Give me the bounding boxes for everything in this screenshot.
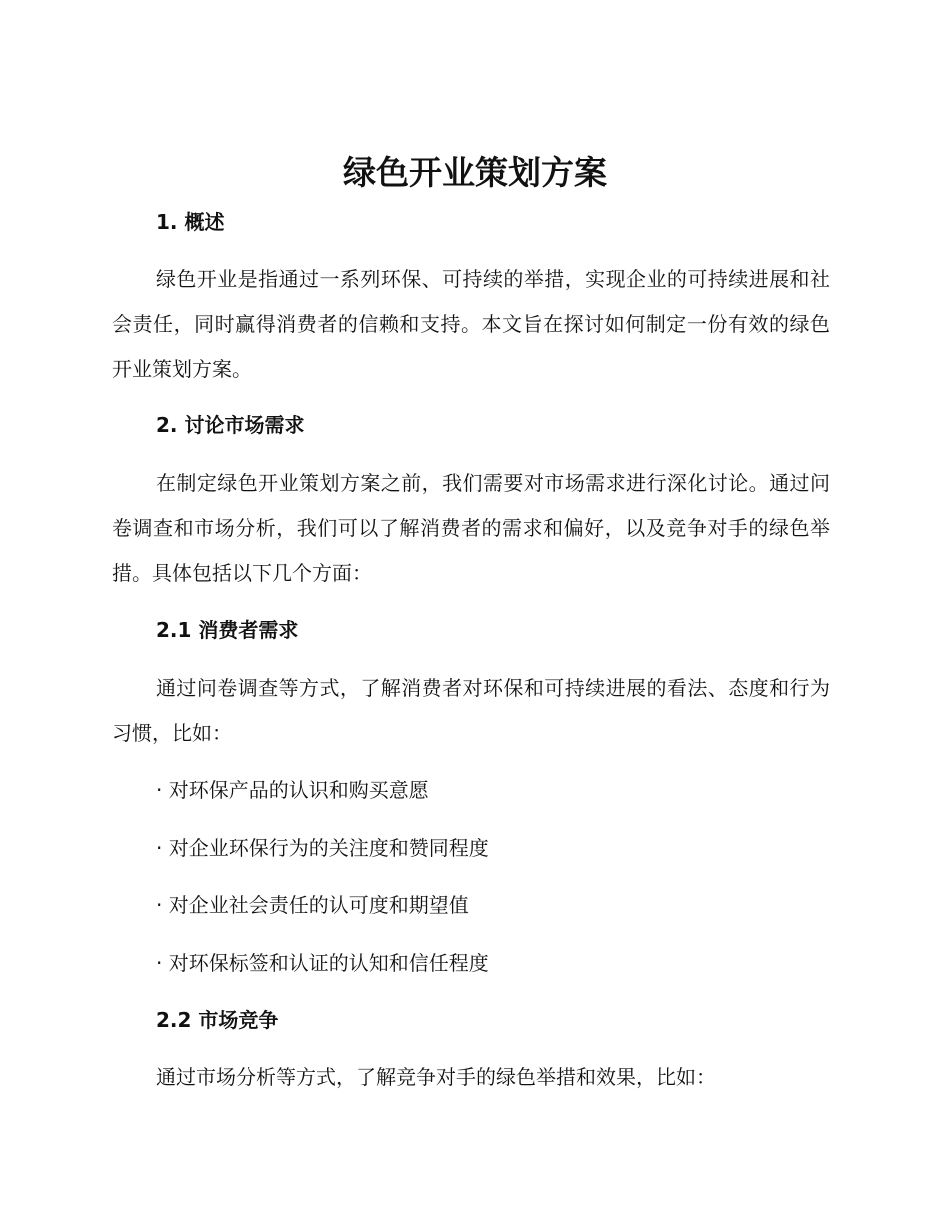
paragraph-market-demand: 在制定绿色开业策划方案之前，我们需要对市场需求进行深化讨论。通过问卷调查和市场分析，我们可以了解消费者的需求和偏好，以及竞争对手的绿色举措。具体包括以下几个方面： <box>112 471 830 585</box>
list-item: · 对企业环保行为的关注度和赞同程度 <box>156 836 489 860</box>
paragraph-market-competition: 通过市场分析等方式，了解竞争对手的绿色举措和效果，比如： <box>156 1065 716 1089</box>
paragraph-consumer-demand: 通过问卷调查等方式，了解消费者对环保和可持续进展的看法、态度和行为习惯，比如： <box>112 676 830 745</box>
document-title: 绿色开业策划方案 <box>343 153 607 192</box>
list-item: · 对企业社会责任的认可度和期望值 <box>156 893 469 917</box>
section-heading-market-demand: 2. 讨论市场需求 <box>156 413 305 437</box>
paragraph-overview: 绿色开业是指通过一系列环保、可持续的举措，实现企业的可持续进展和社会责任，同时赢得消费者的信赖和支持。本文旨在探讨如何制定一份有效的绿色开业策划方案。 <box>112 267 830 381</box>
section-heading-market-competition: 2.2 市场竞争 <box>156 1008 279 1032</box>
section-heading-consumer-demand: 2.1 消费者需求 <box>156 618 299 642</box>
list-item: · 对环保标签和认证的认知和信任程度 <box>156 951 489 975</box>
list-item: · 对环保产品的认识和购买意愿 <box>156 778 429 802</box>
section-heading-overview: 1. 概述 <box>156 210 225 234</box>
